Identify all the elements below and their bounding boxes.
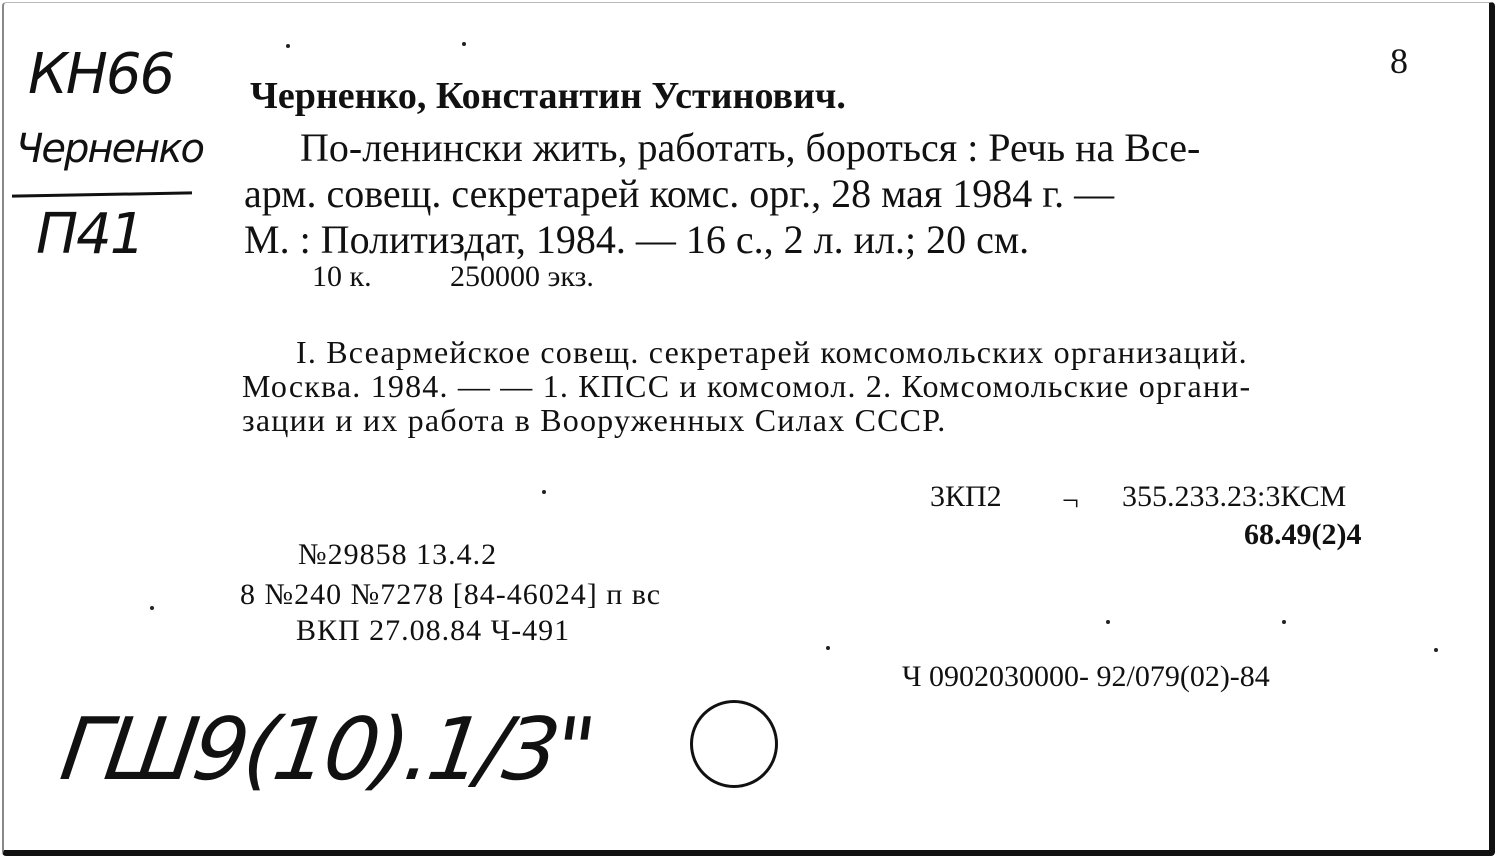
entry-price: 10 к.	[312, 260, 372, 293]
speck	[1106, 620, 1110, 624]
handwritten-code-1: КН66	[28, 42, 174, 107]
handwritten-code-2: П41	[36, 202, 144, 267]
speck	[286, 44, 290, 48]
punch-hole	[690, 700, 778, 788]
subjects-line-2: Москва. 1984. — — 1. КПСС и комсомол. 2. Комсомольские органи-	[242, 368, 1252, 404]
card-number: 8	[1390, 41, 1408, 81]
entry-author: Черненко, Константин Устинович.	[250, 75, 846, 117]
registry-line-2: 8 №240 №7278 [84-46024] п вс	[240, 578, 662, 611]
registry-line-1: №29858 13.4.2	[298, 538, 498, 571]
speck	[1282, 620, 1286, 624]
registry-line-3: ВКП 27.08.84 Ч-491	[296, 614, 571, 647]
speck	[462, 42, 466, 46]
classification-code-right: 355.233.23:3КСМ	[1122, 480, 1347, 513]
classification-code-bbk: 68.49(2)4	[1244, 518, 1362, 551]
speck	[1434, 648, 1438, 652]
entry-title-line-2: арм. совещ. секретарей комс. орг., 28 мая 1984 г. —	[244, 171, 1115, 216]
entry-print-run: 250000 экз.	[450, 260, 594, 293]
speck	[542, 490, 546, 494]
classification-mark: ¬	[1062, 484, 1079, 517]
subjects-line-3: зации и их работа в Вооруженных Силах СССР.	[242, 402, 947, 438]
speck	[150, 606, 154, 610]
subjects-line-1: I. Всеармейское совещ. секретарей комсомольских организаций.	[296, 334, 1248, 370]
handwritten-bottom-mark: ГШ9(10).1/3"	[54, 700, 598, 800]
index-code: Ч 0902030000- 92/079(02)-84	[902, 660, 1270, 693]
speck	[826, 646, 830, 650]
handwritten-name: Черненко	[16, 126, 203, 172]
classification-code-left: 3КП2	[930, 480, 1002, 513]
entry-title-line-3: М. : Политиздат, 1984. — 16 с., 2 л. ил.; 20 см.	[244, 217, 1030, 262]
entry-title-line-1: По-ленински жить, работать, бороться : Речь на Все-	[300, 125, 1201, 170]
